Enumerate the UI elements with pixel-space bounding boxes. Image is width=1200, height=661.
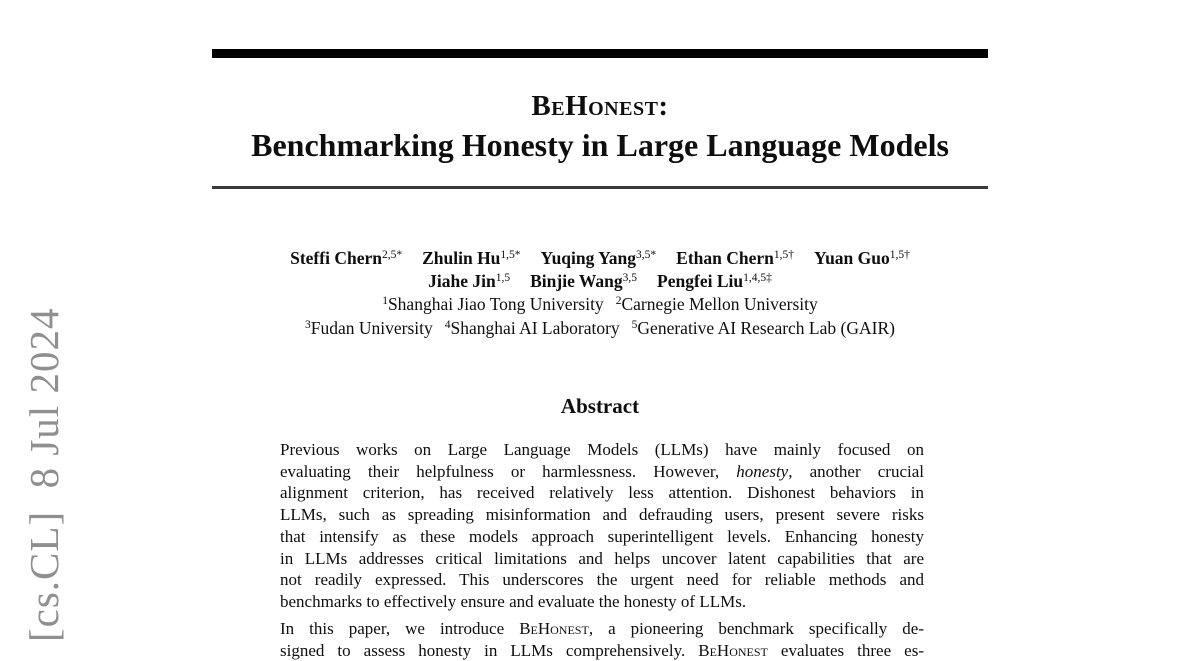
text-line <box>280 526 924 548</box>
affiliation-name: Shanghai Jiao Tong University <box>387 294 604 315</box>
authors-row-1 <box>0 247 1200 270</box>
author-superscript: 1,5† <box>889 248 910 261</box>
author-name: Yuqing Yang <box>540 248 637 268</box>
author <box>814 248 910 268</box>
abstract-paragraph <box>280 439 924 613</box>
smallcaps-text: BeHonest <box>698 640 768 660</box>
text-line <box>280 504 924 526</box>
author-superscript: 3,5* <box>636 248 657 261</box>
affiliation-superscript: 2 <box>615 295 622 308</box>
author-superscript: 1,4,5‡ <box>743 271 772 284</box>
text-segment: , a pioneering benchmark specifically de- <box>588 619 924 638</box>
affiliation <box>445 318 620 338</box>
affiliation <box>616 294 818 314</box>
affiliation <box>382 294 603 314</box>
text-segment: alignment criterion, has received relatively less attention. Dishonest behaviors in <box>280 483 924 503</box>
author <box>428 271 510 291</box>
italic-text: honesty <box>736 461 789 481</box>
text-segment: Previous works on Large Language Models (LLMs) have mainly focused on <box>280 440 924 459</box>
affiliation-name: Generative AI Research Lab (GAIR) <box>637 317 895 338</box>
text-line <box>280 569 924 591</box>
author-name: Yuan Guo <box>814 248 890 268</box>
affiliation-name: Fudan University <box>310 317 433 338</box>
text-line <box>280 640 924 661</box>
affiliation-superscript: 4 <box>444 318 451 331</box>
author-name: Zhulin Hu <box>422 248 501 268</box>
text-segment: that intensify as these models approach superintelligent levels. Enhancing honesty <box>280 526 924 546</box>
text-segment: evaluates three es- <box>767 640 925 660</box>
affiliation <box>305 318 433 338</box>
text-segment: signed to assess honesty in LLMs comprehensively. <box>280 640 699 660</box>
author-name: Steffi Chern <box>290 248 382 268</box>
author <box>422 248 520 268</box>
affiliation-superscript: 3 <box>305 318 311 331</box>
author-superscript: 1,5† <box>773 248 795 261</box>
paper-title-line2: Benchmarking Honesty in Large Language Models <box>251 127 949 163</box>
text-line <box>280 591 924 613</box>
author <box>530 271 637 291</box>
arxiv-watermark: [cs.CL] 8 Jul 2024 <box>21 307 67 642</box>
affiliation-superscript: 1 <box>382 295 388 308</box>
text-line <box>280 439 924 461</box>
author <box>541 248 657 268</box>
text-segment: , another crucial <box>788 461 925 481</box>
affiliation-name: Carnegie Mellon University <box>621 294 818 315</box>
text-segment: benchmarks to effectively ensure and evaluate the honesty of LLMs. <box>280 591 747 611</box>
author-superscript: 2,5* <box>381 248 403 261</box>
authors-row-2 <box>0 270 1200 293</box>
author <box>657 271 772 291</box>
author-superscript: 1,5 <box>495 271 511 284</box>
text-segment: in LLMs addresses critical limitations and helps uncover latent capabilities that are <box>280 548 924 568</box>
text-segment: evaluating their helpfulness or harmlessness. However, <box>280 461 737 481</box>
author <box>676 248 794 268</box>
text-line <box>280 482 924 504</box>
author-superscript: 1,5* <box>500 248 521 261</box>
text-line <box>280 461 924 483</box>
author-name: Binjie Wang <box>530 271 623 292</box>
text-line <box>280 618 924 640</box>
smallcaps-text: BeHonest <box>519 619 589 638</box>
text-line <box>280 548 924 570</box>
paper-title-line1: BeHonest: <box>531 90 669 122</box>
author-name: Ethan Chern <box>676 248 774 268</box>
affiliations-row-1 <box>0 293 1200 316</box>
abstract-heading: Abstract <box>560 394 640 418</box>
title-divider-rule <box>212 186 988 189</box>
affiliation-name: Shanghai AI Laboratory <box>450 317 620 338</box>
affiliation <box>632 318 895 338</box>
text-segment: not readily expressed. This underscores the urgent need for reliable methods and <box>280 570 924 590</box>
author-affiliation-block <box>0 247 1200 340</box>
author-name: Pengfei Liu <box>657 271 744 292</box>
text-segment: LLMs, such as spreading misinformation and defrauding users, present severe risks <box>280 505 924 525</box>
affiliation-superscript: 5 <box>631 318 638 331</box>
text-segment: In this paper, we introduce <box>280 619 520 638</box>
author-superscript: 3,5 <box>622 271 638 284</box>
body-paragraph <box>280 618 924 661</box>
affiliations-row-2 <box>0 317 1200 340</box>
top-thick-rule <box>212 49 988 58</box>
author-name: Jiahe Jin <box>428 271 496 292</box>
author <box>290 248 402 268</box>
